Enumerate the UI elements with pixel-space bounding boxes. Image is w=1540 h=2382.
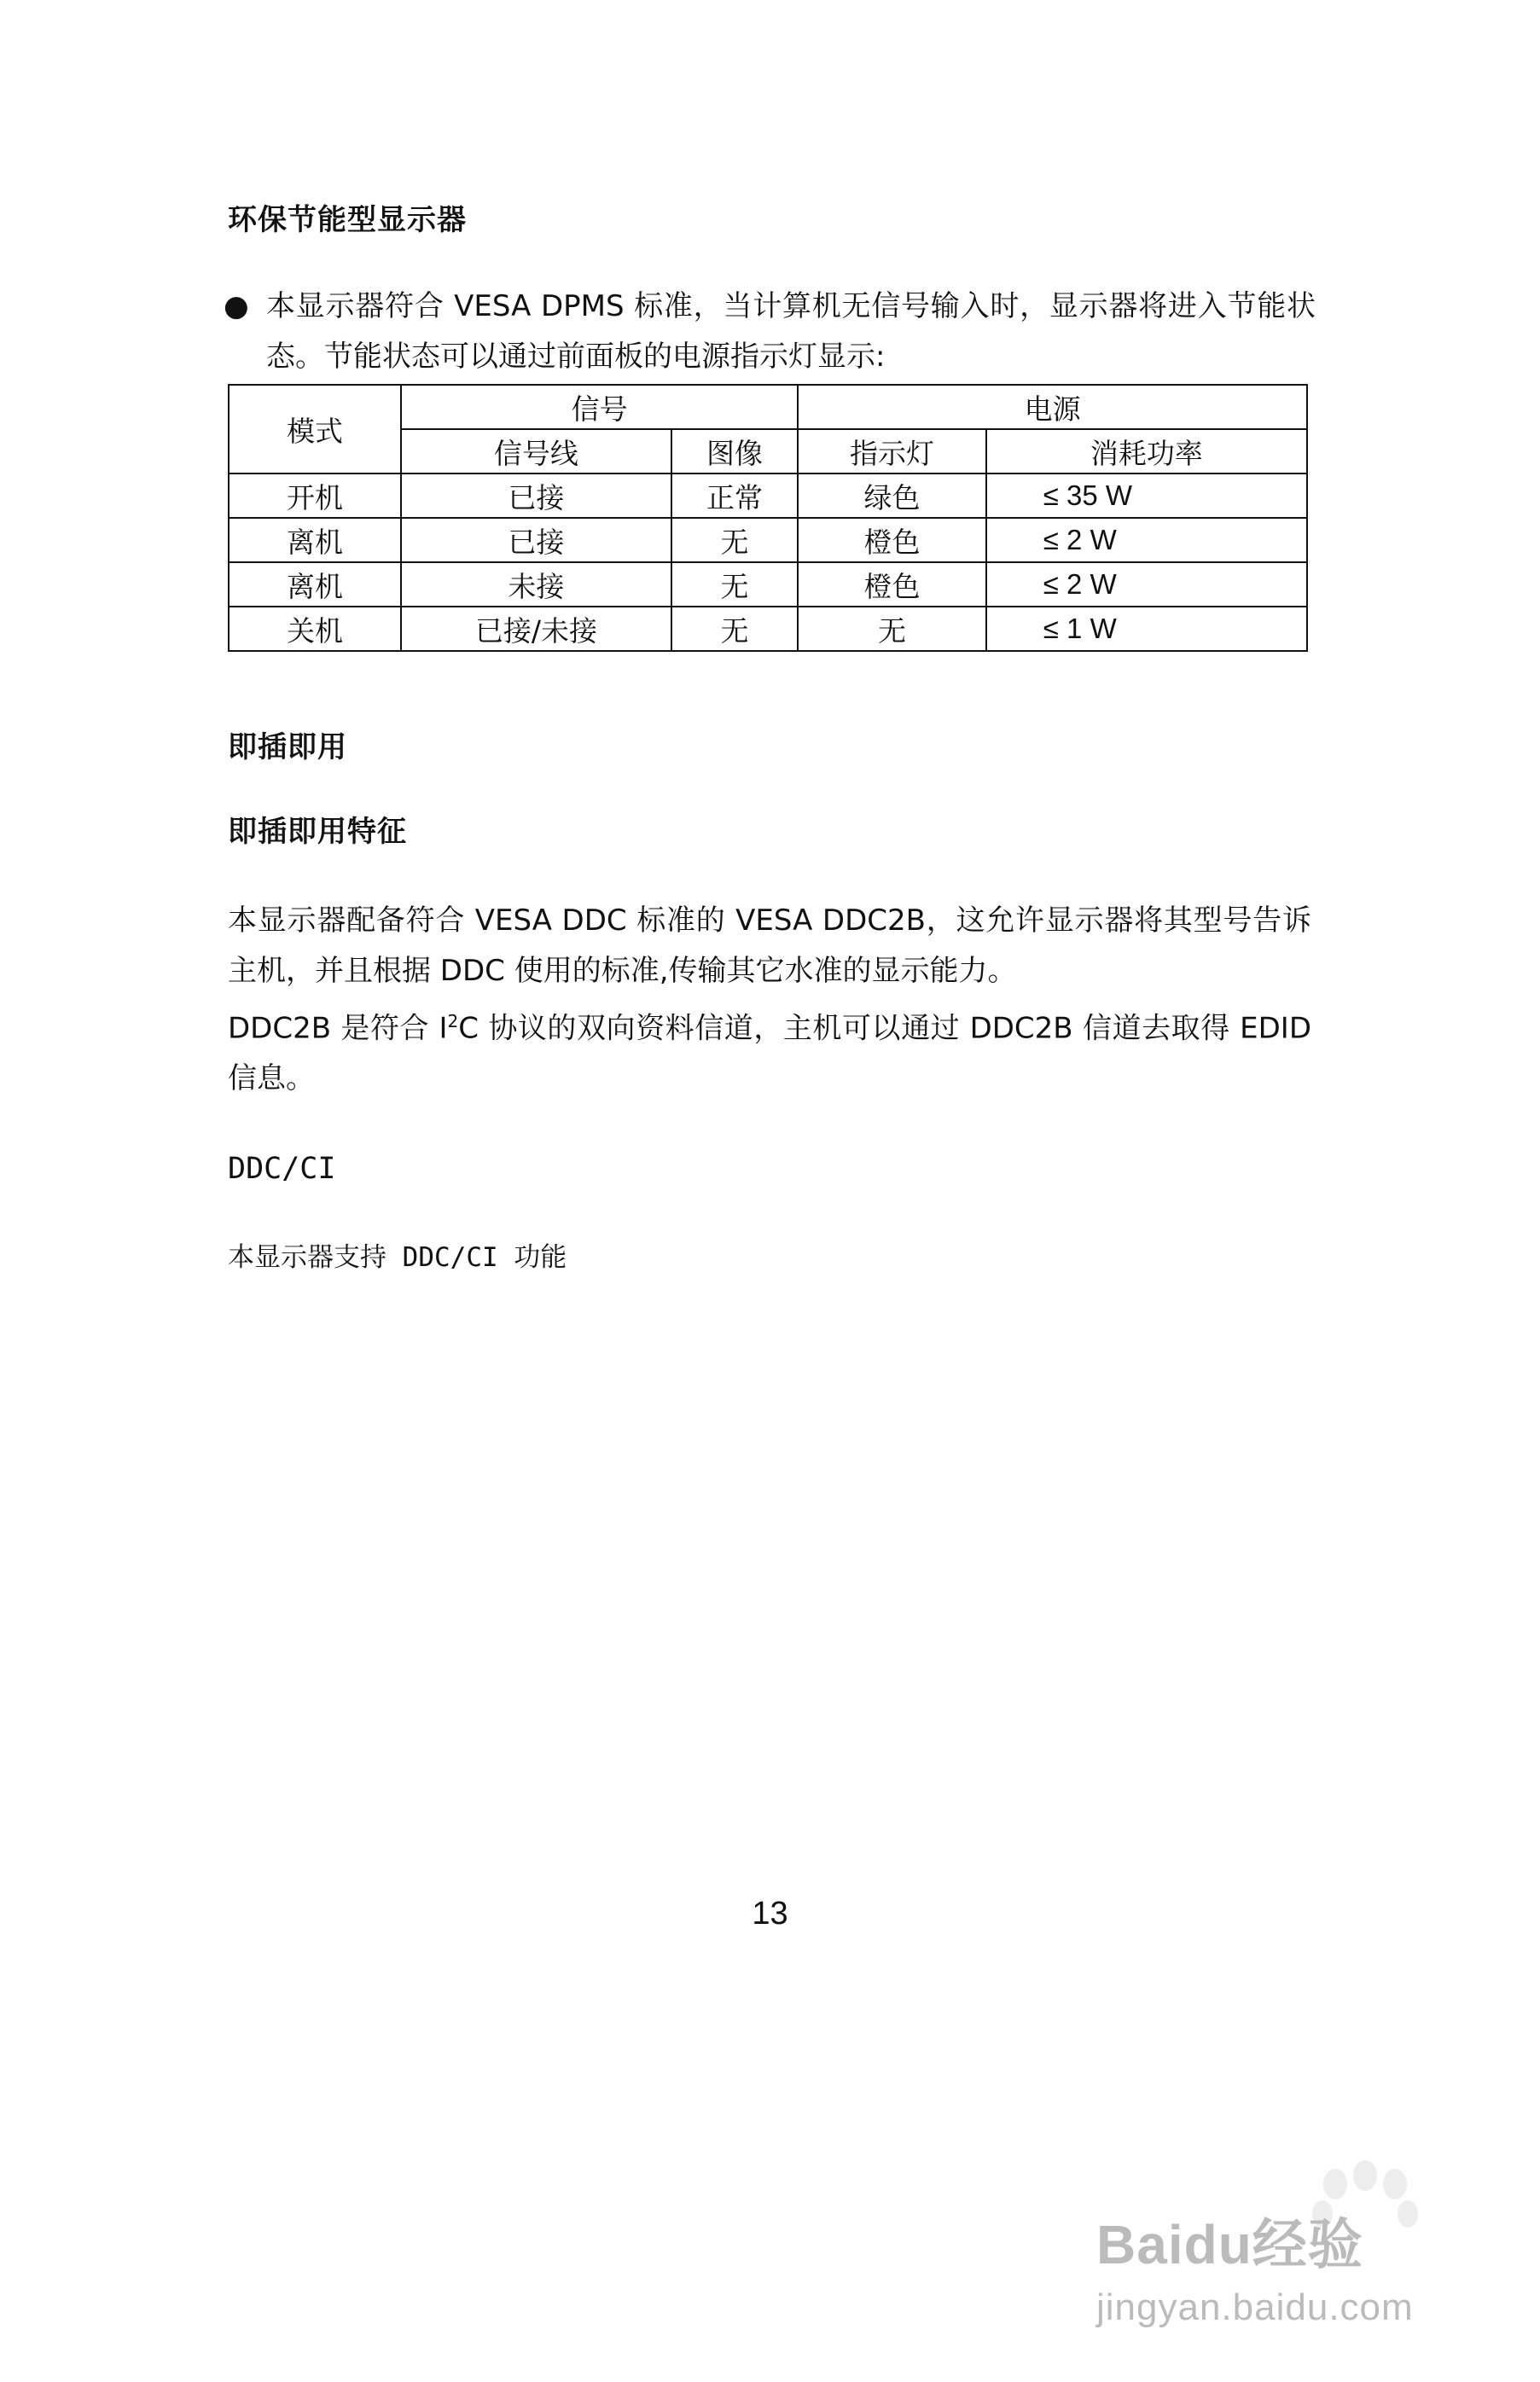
eco-bullet-text: 本显示器符合 VESA DPMS 标准，当计算机无信号输入时，显示器将进入节能状态。节能状态可以通过前面板的电源指示灯显示: [266, 289, 1316, 374]
table-row [229, 473, 1307, 518]
pnp-heading: 即插即用 [228, 730, 347, 764]
cell-power: ≤ 2 W [986, 562, 1307, 607]
cell-mode: 开机 [229, 473, 401, 518]
cell-line: 已接 [401, 473, 671, 518]
power-saving-table [228, 384, 1308, 652]
pnp-paragraph-2 [228, 996, 1311, 1104]
table-row [229, 518, 1307, 562]
subheader-image: 图像 [671, 429, 798, 473]
ddcci-text: 本显示器支持 DDC/CI 功能 [228, 1242, 567, 1273]
bullet-icon: ● [224, 289, 249, 323]
cell-image: 无 [671, 562, 798, 607]
subheader-indicator: 指示灯 [798, 429, 986, 473]
header-power: 电源 [798, 385, 1307, 429]
table-row [229, 607, 1307, 651]
cell-image: 正常 [671, 473, 798, 518]
watermark-brand: Baidu经验 [1096, 2214, 1363, 2275]
superscript-two: 2 [447, 1011, 459, 1031]
watermark-url: jingyan.baidu.com [1096, 2286, 1414, 2328]
cell-power: ≤ 35 W [986, 473, 1307, 518]
cell-line: 未接 [401, 562, 671, 607]
cell-mode: 离机 [229, 562, 401, 607]
cell-image: 无 [671, 518, 798, 562]
pnp-paragraph-1: 本显示器配备符合 VESA DDC 标准的 VESA DDC2B，这允许显示器将其型号告诉主机，并且根据 DDC 使用的标准,传输其它水准的显示能力。 [228, 903, 1311, 988]
cell-led: 绿色 [798, 473, 986, 518]
cell-mode: 离机 [229, 518, 401, 562]
cell-mode: 关机 [229, 607, 401, 651]
cell-led: 无 [798, 607, 986, 651]
page-number: 13 [752, 1896, 788, 1932]
header-mode: 模式 [229, 385, 401, 473]
cell-power: ≤ 1 W [986, 607, 1307, 651]
table-row [229, 562, 1307, 607]
cell-line: 已接 [401, 518, 671, 562]
cell-led: 橙色 [798, 518, 986, 562]
subheader-consumption: 消耗功率 [986, 429, 1307, 473]
pnp-features-heading: 即插即用特征 [228, 815, 407, 849]
eco-heading: 环保节能型显示器 [228, 203, 467, 237]
cell-led: 橙色 [798, 562, 986, 607]
header-signal: 信号 [401, 385, 798, 429]
table-header-row [229, 385, 1307, 429]
cell-image: 无 [671, 607, 798, 651]
ddcci-heading: DDC/CI [228, 1152, 336, 1186]
pnp-paragraph-2-end: C 协议的双向资料信道，主机可以通过 DDC2B 信道去取得 EDID 信息。 [228, 1011, 1311, 1096]
cell-power: ≤ 2 W [986, 518, 1307, 562]
subheader-signal-line: 信号线 [401, 429, 671, 473]
pnp-paragraph-2-start: DDC2B 是符合 I [228, 1011, 448, 1046]
eco-bullet [224, 282, 1316, 382]
cell-line: 已接/未接 [401, 607, 671, 651]
